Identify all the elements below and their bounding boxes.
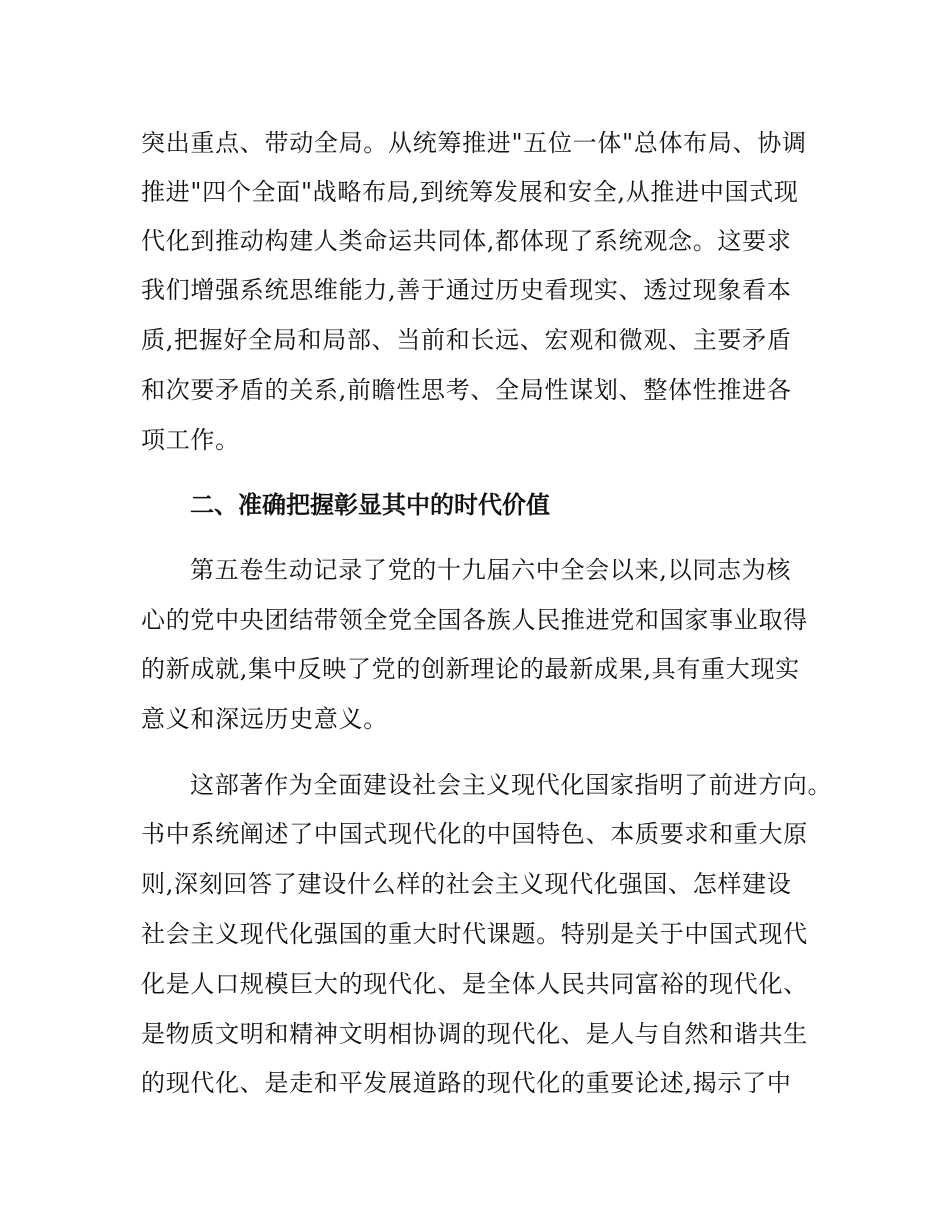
text-line: 的新成就,集中反映了党的创新理论的最新成果,具有重大现实 — [141, 655, 800, 683]
text-line: 项工作。 — [141, 426, 240, 454]
text-line: 代化到推动构建人类命运共同体,都体现了系统观念。这要求 — [141, 227, 792, 255]
text-line: 我们增强系统思维能力,善于通过历史看现实、透过现象看本 — [141, 276, 792, 304]
text-line: 第五卷生动记录了党的十九届六中全会以来,以同志为核 — [190, 556, 792, 584]
section-heading: 二、准确把握彰显其中的时代价值 — [190, 491, 550, 519]
text-line: 质,把握好全局和局部、当前和长远、宏观和微观、主要矛盾 — [141, 326, 792, 354]
text-line: 则,深刻回答了建设什么样的社会主义现代化强国、怎样建设 — [141, 870, 792, 898]
text-line: 突出重点、带动全局。从统筹推进"五位一体"总体布局、协调 — [141, 129, 807, 157]
text-line: 意义和深远历史意义。 — [141, 705, 388, 733]
text-line: 推进"四个全面"战略布局,到统筹发展和安全,从推进中国式现 — [141, 178, 799, 206]
text-line: 社会主义现代化强国的重大时代课题。特别是关于中国式现代 — [141, 920, 808, 948]
text-line: 的现代化、是走和平发展道路的现代化的重要论述,揭示了中 — [141, 1069, 792, 1097]
text-line: 这部著作为全面建设社会主义现代化国家指明了前进方向。 — [190, 771, 833, 799]
text-line: 心的党中央团结带领全党全国各族人民推进党和国家事业取得 — [141, 606, 808, 634]
text-line: 是物质文明和精神文明相协调的现代化、是人与自然和谐共生 — [141, 1020, 808, 1048]
text-line: 书中系统阐述了中国式现代化的中国特色、本质要求和重大原 — [141, 820, 808, 848]
text-line: 化是人口规模巨大的现代化、是全体人民共同富裕的现代化、 — [141, 970, 808, 998]
text-line: 和次要矛盾的关系,前瞻性思考、全局性谋划、整体性推进各 — [141, 376, 792, 404]
